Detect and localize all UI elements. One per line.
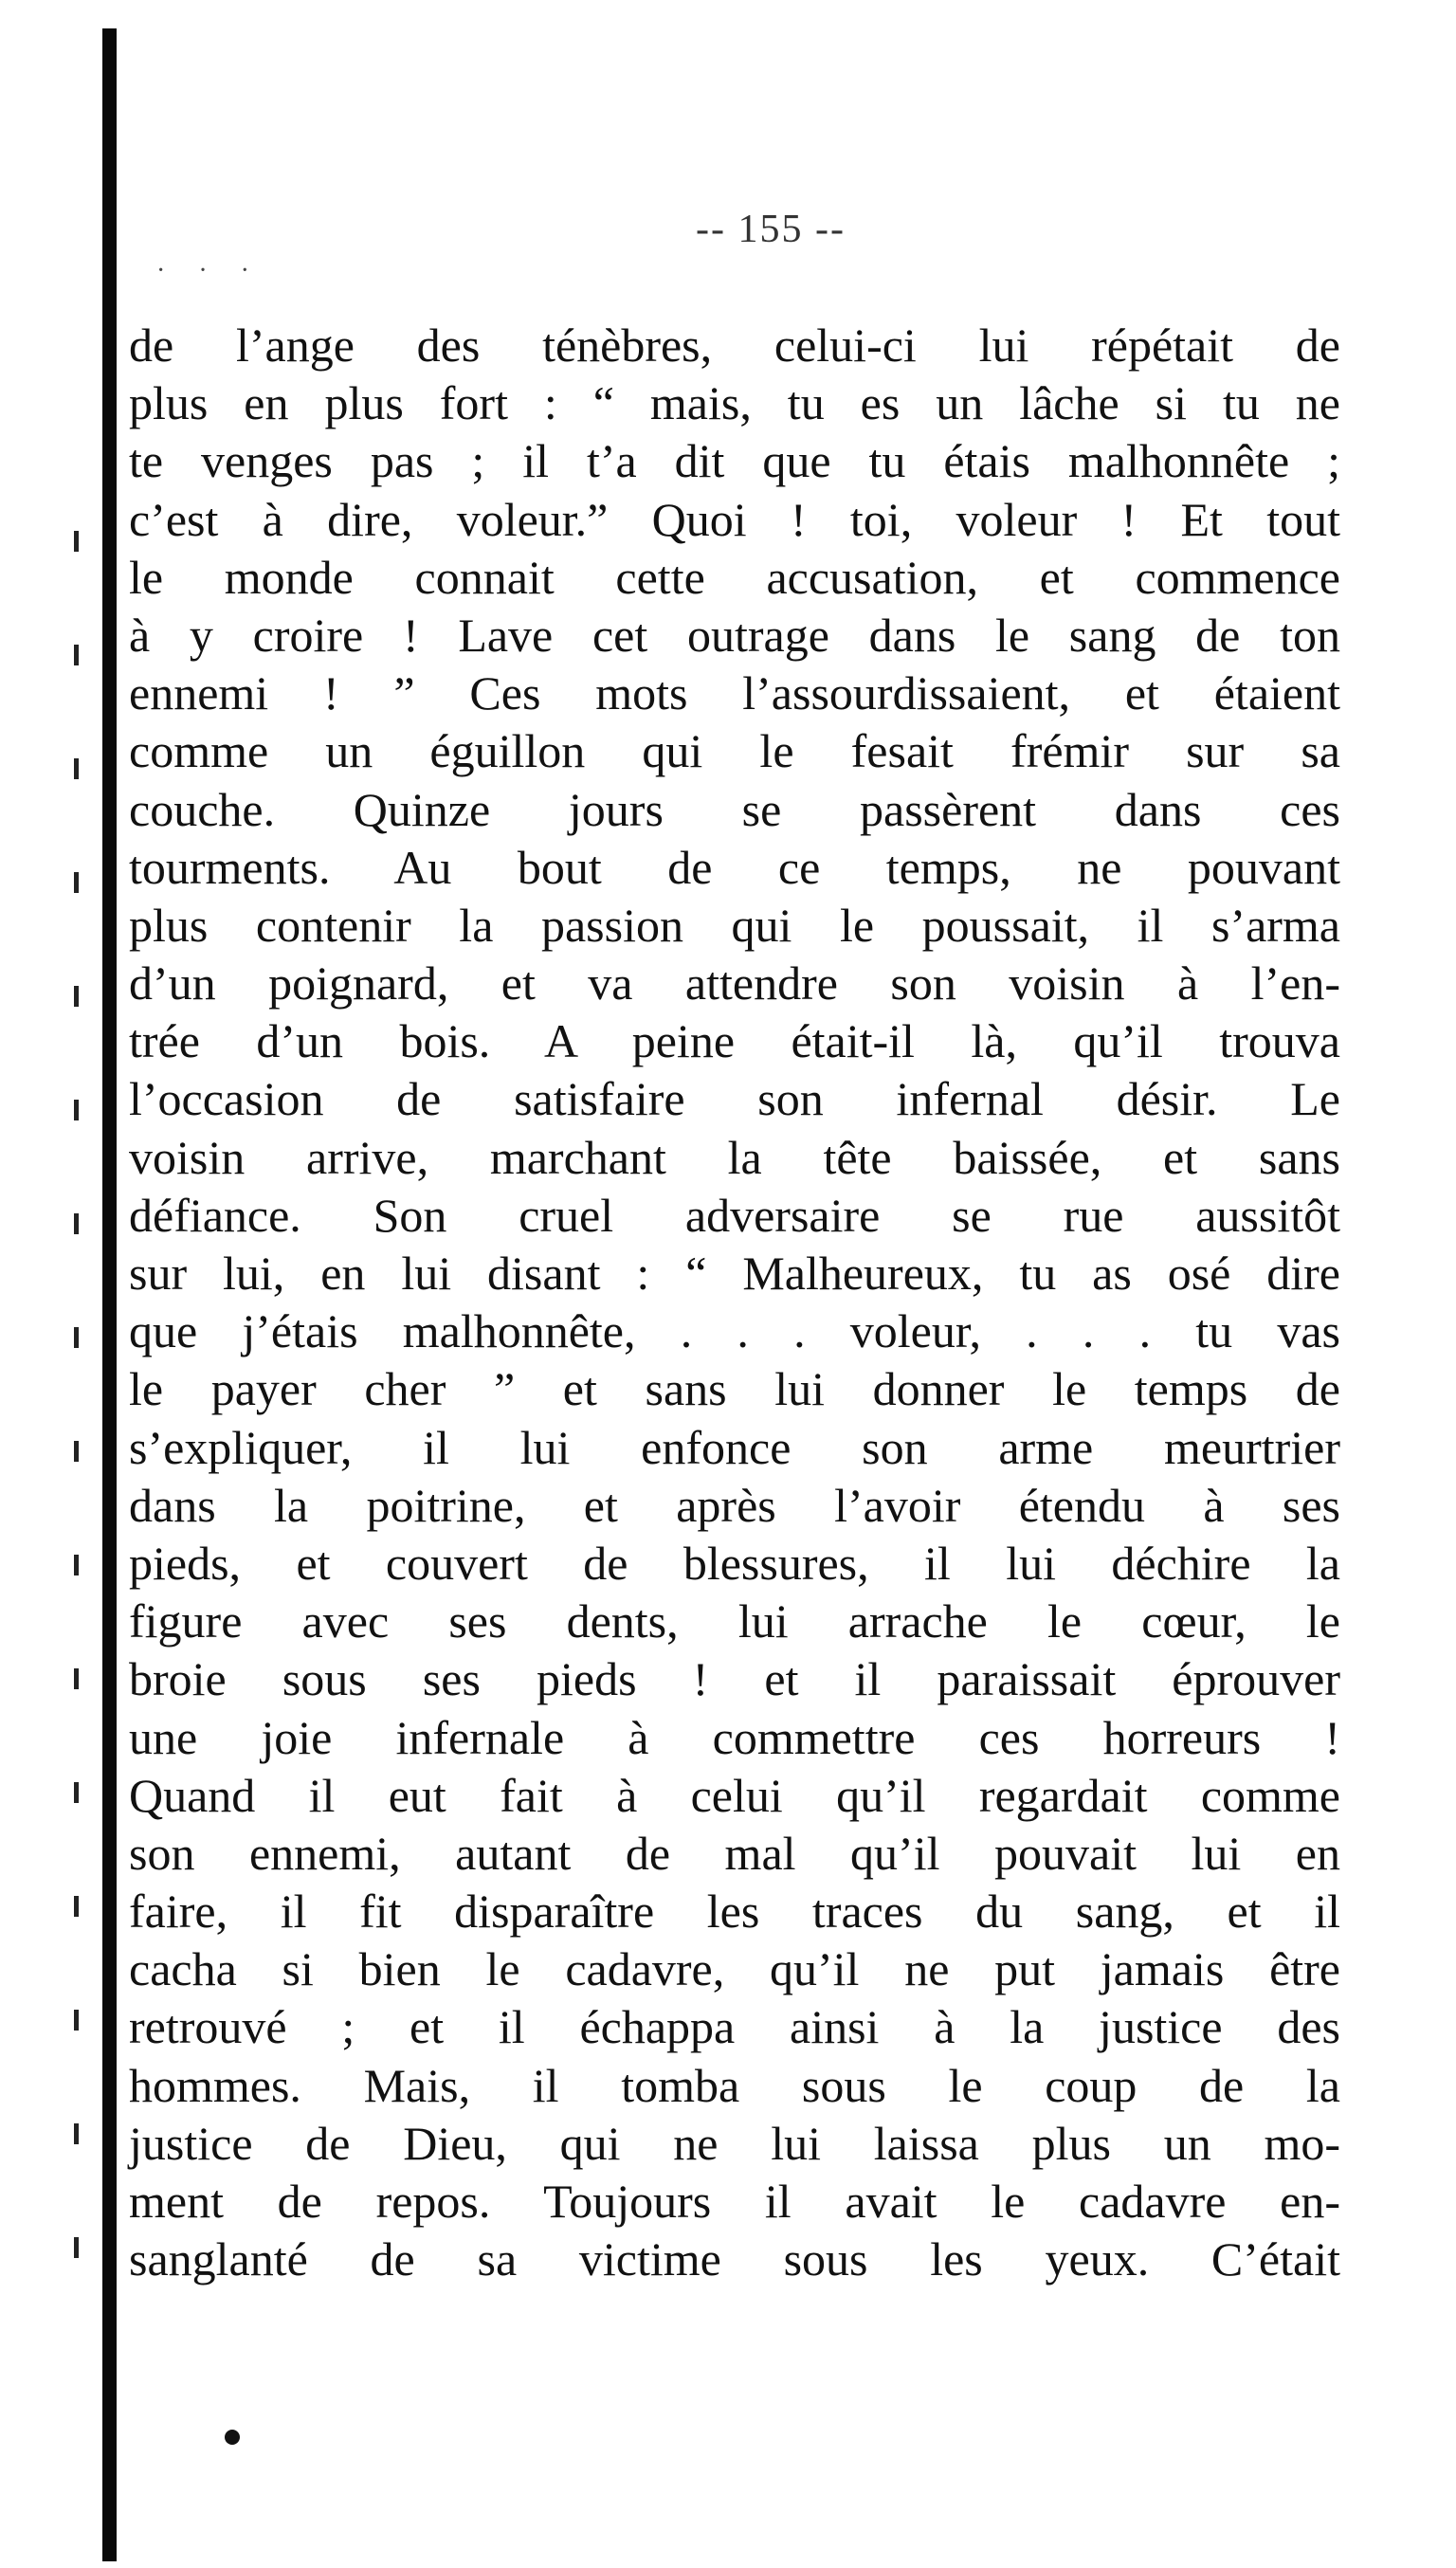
margin-mark xyxy=(74,758,79,779)
text-line: ment de repos. Toujours il avait le cadavre en- xyxy=(129,2175,1340,2228)
text-line: hommes. Mais, il tomba sous le coup de la xyxy=(129,2058,1340,2112)
text-line: de l’ange des ténèbres, celui-ci lui répétait de xyxy=(129,319,1340,372)
text-line: figure avec ses dents, lui arrache le cœur, le xyxy=(129,1594,1340,1648)
margin-mark xyxy=(74,1100,79,1120)
text-line: d’un poignard, et va attendre son voisin à l’en- xyxy=(129,956,1340,1011)
text-line: défiance. Son cruel adversaire se rue aussitôt xyxy=(129,1188,1340,1242)
margin-mark xyxy=(74,986,79,1007)
text-line: broie sous ses pieds ! et il paraissait éprouver xyxy=(129,1652,1340,1706)
text-line: retrouvé ; et il échappa ainsi à la justice des xyxy=(129,2000,1340,2054)
margin-mark xyxy=(74,645,79,665)
text-line: que j’étais malhonnête, . . . voleur, . . . tu vas xyxy=(129,1304,1340,1358)
margin-mark xyxy=(74,1782,79,1803)
text-line: tourments. Au bout de ce temps, ne pouvant xyxy=(129,840,1340,894)
margin-mark xyxy=(74,1555,79,1575)
text-line: sur lui, en lui disant : “ Malheureux, tu as osé dire xyxy=(129,1247,1340,1300)
page-number: -- 155 -- xyxy=(696,208,846,251)
margin-mark xyxy=(74,2237,79,2258)
ink-dot xyxy=(225,2430,240,2445)
margin-mark xyxy=(74,1668,79,1689)
header-marks: · · · xyxy=(156,256,263,285)
margin-mark xyxy=(74,1441,79,1462)
text-line: à y croire ! Lave cet outrage dans le sang de ton xyxy=(129,608,1340,662)
margin-mark xyxy=(74,1896,79,1917)
text-line: cacha si bien le cadavre, qu’il ne put jamais être xyxy=(129,1942,1340,1996)
text-line: l’occasion de satisfaire son infernal désir. Le xyxy=(129,1072,1340,1126)
margin-mark xyxy=(74,2123,79,2144)
text-line: faire, il fit disparaître les traces du sang, et il xyxy=(129,1885,1340,1939)
text-line: pieds, et couvert de blessures, il lui déchire la xyxy=(129,1536,1340,1590)
margin-mark xyxy=(74,1327,79,1348)
body-text xyxy=(129,317,1340,2288)
text-line: dans la poitrine, et après l’avoir étendu à ses xyxy=(129,1478,1340,1532)
margin-mark xyxy=(74,872,79,893)
text-line: voisin arrive, marchant la tête baissée, et sans xyxy=(129,1130,1340,1184)
text-line: son ennemi, autant de mal qu’il pouvait lui en xyxy=(129,1826,1340,1880)
text-line: te venges pas ; il t’a dit que tu étais malhonnête ; xyxy=(129,434,1340,488)
text-line: s’expliquer, il lui enfonce son arme meurtrier xyxy=(129,1420,1340,1474)
left-margin-bleed-marks xyxy=(66,531,95,2332)
text-line: une joie infernale à commettre ces horreurs ! xyxy=(129,1710,1340,1764)
text-line: le monde connait cette accusation, et commence xyxy=(129,550,1340,604)
text-line: comme un éguillon qui le fesait frémir sur sa xyxy=(129,724,1340,778)
text-line: Quand il eut fait à celui qu’il regardait comme xyxy=(129,1768,1340,1822)
text-line: couche. Quinze jours se passèrent dans ces xyxy=(129,782,1340,836)
text-line: le payer cher ” et sans lui donner le temps de xyxy=(129,1362,1340,1416)
margin-mark xyxy=(74,531,79,552)
text-line: trée d’un bois. A peine était-il là, qu’il trouva xyxy=(129,1014,1340,1068)
text-line: plus contenir la passion qui le poussait, il s’arma xyxy=(129,898,1340,952)
text-line: ennemi ! ” Ces mots l’assourdissaient, et étaient xyxy=(129,666,1340,720)
margin-mark xyxy=(74,2010,79,2031)
text-line: justice de Dieu, qui ne lui laissa plus un mo- xyxy=(129,2116,1340,2170)
text-line: sanglanté de sa victime sous les yeux. C’était xyxy=(129,2232,1340,2286)
text-line: plus en plus fort : “ mais, tu es un lâche si tu ne xyxy=(129,376,1340,430)
binding-edge xyxy=(102,28,117,2561)
text-line: c’est à dire, voleur.” Quoi ! toi, voleur ! Et tout xyxy=(129,492,1340,546)
margin-mark xyxy=(74,1213,79,1234)
